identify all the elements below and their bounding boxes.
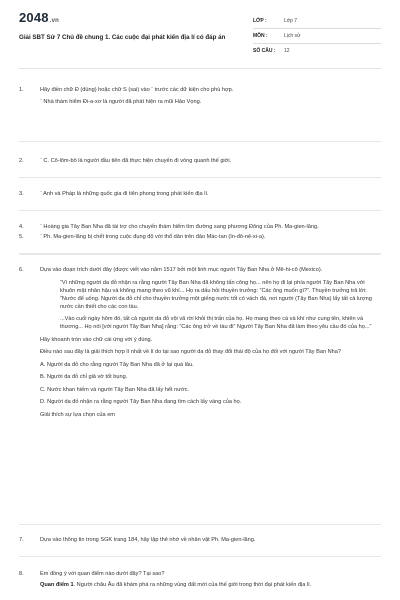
option-d[interactable]: D. Người da đỏ nhận ra rằng người Tây Ban Nha đang tìm cách lấy vàng của họ. [40, 399, 242, 405]
document-title: Giải SBT Sử 7 Chủ đề chung 1. Các cuộc đại phát kiến địa lí có đáp án [19, 34, 226, 41]
viewpoint-1 [40, 581, 381, 589]
explain-prompt: Giải thích sự lựa chọn của em [40, 411, 115, 418]
question-body [40, 570, 381, 589]
meta-row-class [253, 14, 381, 29]
question-number: 1. [19, 87, 24, 93]
question-divider [19, 210, 381, 211]
meta-table [253, 14, 381, 58]
instruction-text: Hãy khoanh tròn vào chữ cái ứng với ý đúng. [40, 336, 153, 343]
question-text: Dựa vào thông tin trong SGK trang 184, hãy lập thẻ nhớ về nhân vật Ph. Ma-gien-lăng. [40, 537, 256, 543]
question-text: ¨ Nhà thám hiểm Đi-a-xơ là người đã phát hiện ra mũi Hảo Vọng. [40, 99, 202, 105]
quote-paragraph: ...Vào cuối ngày hôm đó, tất cả người da đỏ vội vã rời khỏi thị trấn của họ. Họ mang theo cá và khí như cung tên, khiên và thương... Họ nói [với người Tây Ban Nha] rằng: “Các ông trở về tàu đi” Người Tây Ban Nha đã làm theo yêu cầu đó của họ...” [60, 316, 372, 330]
question-number: 6. [19, 267, 24, 273]
option-b[interactable]: B. Người da đỏ chỉ giả vờ tốt bụng. [40, 374, 128, 380]
meta-label: MÔN : [253, 33, 268, 39]
question-divider [19, 254, 381, 255]
question-number: 2. [19, 158, 24, 164]
question-number: 3. [19, 191, 24, 197]
question-body [40, 266, 381, 423]
page-header [0, 0, 400, 68]
option-a[interactable]: A. Người da đỏ cho rằng người Tây Ban Nha đã ở lại quá lâu. [40, 361, 194, 368]
question-body [40, 190, 381, 198]
question-body [40, 536, 381, 544]
question-number: 8. [19, 571, 24, 577]
site-logo[interactable] [19, 10, 59, 25]
question-divider [19, 141, 381, 142]
question-divider [19, 556, 381, 557]
meta-label: SỐ CÂU : [253, 48, 276, 54]
question-text: Hãy điền chữ Đ (đúng) hoặc chữ S (sai) vào ¨ trước các dữ kiện cho phù hợp. [40, 87, 234, 93]
question-divider [19, 177, 381, 178]
quote-paragraph: “Vì những người da đỏ nhận ra rằng người Tây Ban Nha đã không tấn công họ... nên họ đi lại phía người Tây Ban Nha với khuôn mặt nhân hậu và không mang theo vũ khí... Họ ra dấu hỏi thuyền trưởng: “Các ông muốn gì?”. Thuyền trưởng trả lời: “Nước để uống. Người da đỏ chỉ cho thuyền trưởng một giếng nước tốt có vách đá, nơi người (Tây Ban Nha) lấy tất cả lượng nước cần thiết cho các con tàu. [60, 279, 372, 310]
question-number: 4. [19, 224, 24, 230]
meta-row-count [253, 44, 381, 58]
question-body [40, 157, 381, 165]
question-body [40, 223, 381, 231]
question-text: ¨ Anh và Pháp là những quốc gia đi tiên phong trong phát kiến địa lí. [40, 191, 209, 197]
viewpoint-label: Quan điểm 1 [40, 582, 74, 588]
question-text: ¨ Ph. Ma-gien-lăng bị chết trong cuộc đụng độ với thổ dân trên đảo Mác-tan (In-đô-nê-xi-a). [40, 234, 266, 240]
meta-row-subject [253, 29, 381, 44]
question-number: 7. [19, 537, 24, 543]
question-body [40, 233, 381, 241]
question-text: Dựa vào đoạn trích dưới đây (được viết vào năm 1517 bởi một linh mục người Tây Ban Nha ở Mê-hi-cô (Mexico). [40, 267, 323, 273]
question-body [40, 86, 381, 106]
meta-value: Lịch sử [284, 33, 301, 39]
logo-suffix: .vn [49, 18, 60, 24]
question-text: Em đồng ý với quan điểm nào dưới đây? Tại sao? [40, 571, 165, 577]
logo-text: 2048 [19, 10, 49, 25]
viewpoint-text: . Người châu Âu đã khám phá ra những vùng đất mới của thế giới trong thời đại phát kiến địa lí. [73, 582, 312, 588]
meta-value: 12 [284, 48, 290, 54]
question-number: 5. [19, 234, 24, 240]
meta-value: Lớp 7 [284, 18, 298, 24]
header-divider [19, 68, 381, 69]
option-c[interactable]: C. Nước khan hiếm và người Tây Ban Nha đã lấy hết nước. [40, 386, 189, 393]
question-text: ¨ Hoàng gia Tây Ban Nha đã tài trợ cho chuyến thám hiểm tìm đường sang phương Đông của Ph. Ma-gien-lăng. [40, 224, 319, 230]
question-prompt: Điều nào sau đây là giải thích hợp lí nhất về lí do tại sao người da đỏ thay đổi thái độ của họ đối với người Tây Ban Nha? [40, 349, 341, 355]
meta-label: LỚP : [253, 18, 267, 24]
question-divider [19, 524, 381, 525]
question-text: ¨ C. Cô-lôm-bô là người đầu tiên đã thực hiện chuyến đi vòng quanh thế giới. [40, 158, 232, 164]
